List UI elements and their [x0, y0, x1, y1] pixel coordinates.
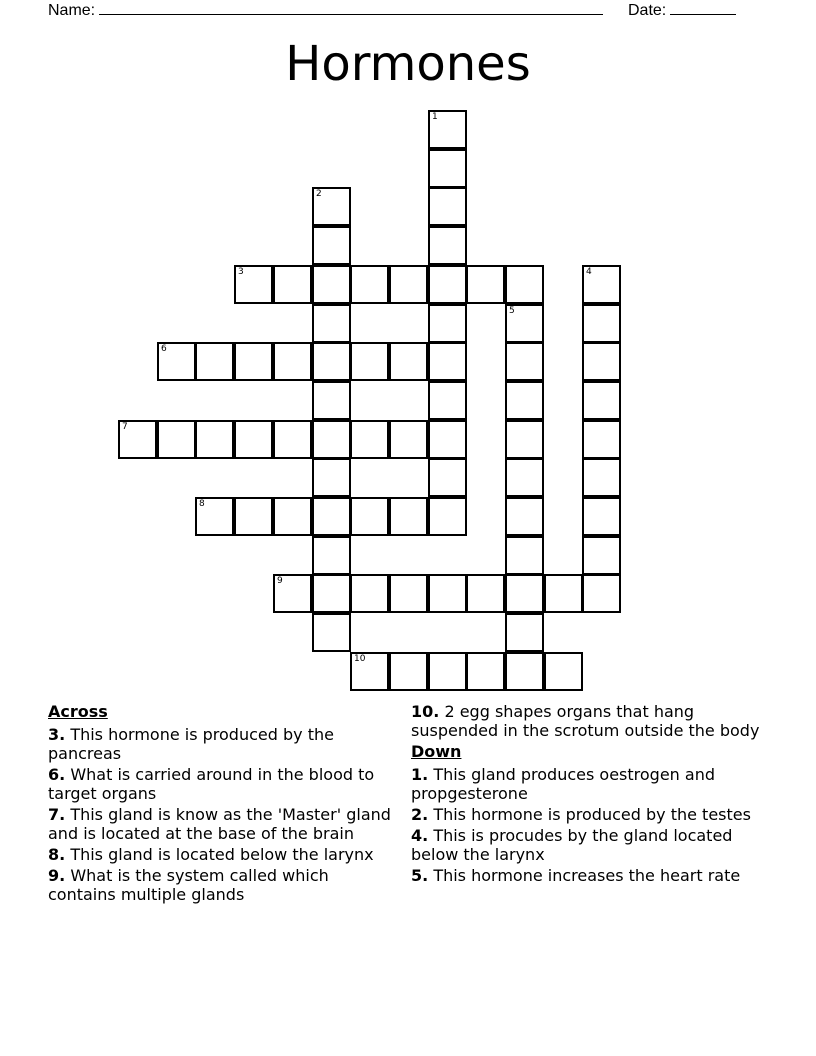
grid-cell[interactable] [273, 265, 312, 304]
grid-cell[interactable] [273, 420, 312, 459]
clue-number: 7 [122, 422, 128, 432]
grid-cell[interactable] [157, 342, 196, 381]
grid-cell[interactable] [505, 458, 544, 497]
clue-across-6: 6. What is carried around in the blood to target organs [48, 765, 375, 803]
grid-cell[interactable] [544, 574, 583, 613]
grid-cell[interactable] [350, 420, 389, 459]
grid-cell[interactable] [505, 652, 544, 691]
grid-cell[interactable] [118, 420, 157, 459]
clue-number: 1 [432, 112, 438, 122]
grid-cell[interactable] [273, 342, 312, 381]
grid-cell[interactable] [428, 187, 467, 226]
clue-down-2: 2. This hormone is produced by the testes [411, 805, 751, 824]
grid-cell[interactable] [350, 497, 389, 536]
grid-cell[interactable] [312, 458, 351, 497]
grid-cell[interactable] [389, 497, 428, 536]
grid-cell[interactable] [466, 265, 505, 304]
grid-cell[interactable] [350, 265, 389, 304]
grid-cell[interactable] [582, 381, 621, 420]
grid-cell[interactable] [312, 536, 351, 575]
grid-cell[interactable] [582, 304, 621, 343]
grid-cell[interactable] [428, 342, 467, 381]
grid-cell[interactable] [428, 265, 467, 304]
grid-cell[interactable] [350, 342, 389, 381]
grid-cell[interactable] [234, 342, 273, 381]
grid-cell[interactable] [312, 265, 351, 304]
clue-across-9: 9. What is the system called which contains multiple glands [48, 866, 329, 904]
grid-cell[interactable] [505, 304, 544, 343]
grid-cell[interactable] [350, 652, 389, 691]
clue-number: 2 [316, 189, 322, 199]
grid-cell[interactable] [195, 497, 234, 536]
grid-cell[interactable] [582, 342, 621, 381]
grid-cell[interactable] [312, 342, 351, 381]
clue-number: 8 [199, 499, 205, 509]
clue-across-7: 7. This gland is know as the 'Master' gland and is located at the base of the brain [48, 805, 391, 843]
grid-cell[interactable] [428, 652, 467, 691]
clue-number: 5 [509, 306, 515, 316]
grid-cell[interactable] [582, 458, 621, 497]
name-label: Name: [48, 2, 96, 19]
grid-cell[interactable] [505, 536, 544, 575]
grid-cell[interactable] [428, 420, 467, 459]
grid-cell[interactable] [505, 574, 544, 613]
page-title: Hormones [285, 36, 531, 92]
clue-number: 3 [238, 267, 244, 277]
grid-cell[interactable] [234, 420, 273, 459]
grid-cell[interactable] [234, 265, 273, 304]
clue-down-5: 5. This hormone increases the heart rate [411, 866, 741, 885]
grid-cell[interactable] [428, 149, 467, 188]
grid-cell[interactable] [466, 652, 505, 691]
grid-cell[interactable] [505, 497, 544, 536]
grid-cell[interactable] [428, 110, 467, 149]
grid-cell[interactable] [389, 342, 428, 381]
clue-number: 6 [161, 344, 167, 354]
grid-cell[interactable] [582, 574, 621, 613]
grid-cell[interactable] [312, 187, 351, 226]
grid-cell[interactable] [350, 574, 389, 613]
grid-cell[interactable] [428, 226, 467, 265]
grid-cell[interactable] [234, 497, 273, 536]
grid-cell[interactable] [582, 536, 621, 575]
grid-cell[interactable] [428, 381, 467, 420]
grid-cell[interactable] [466, 574, 505, 613]
grid-cell[interactable] [505, 420, 544, 459]
grid-cell[interactable] [195, 342, 234, 381]
clue-number: 4 [586, 267, 592, 277]
grid-cell[interactable] [389, 420, 428, 459]
clue-across-10: 10. 2 egg shapes organs that hang suspended in the scrotum outside the body [411, 702, 760, 740]
grid-cell[interactable] [312, 613, 351, 652]
down-heading: Down [411, 742, 462, 761]
grid-cell[interactable] [157, 420, 196, 459]
clue-across-3: 3. This hormone is produced by the pancreas [48, 725, 334, 763]
grid-cell[interactable] [273, 574, 312, 613]
grid-cell[interactable] [195, 420, 234, 459]
grid-cell[interactable] [389, 652, 428, 691]
clue-across-8: 8. This gland is located below the larynx [48, 845, 374, 864]
grid-cell[interactable] [505, 613, 544, 652]
grid-cell[interactable] [312, 420, 351, 459]
grid-cell[interactable] [312, 304, 351, 343]
grid-cell[interactable] [582, 497, 621, 536]
date-label: Date: [628, 2, 667, 19]
grid-cell[interactable] [312, 381, 351, 420]
grid-cell[interactable] [582, 420, 621, 459]
grid-cell[interactable] [505, 381, 544, 420]
grid-cell[interactable] [544, 652, 583, 691]
grid-cell[interactable] [428, 497, 467, 536]
grid-cell[interactable] [428, 574, 467, 613]
grid-cell[interactable] [312, 497, 351, 536]
grid-cell[interactable] [389, 574, 428, 613]
clue-down-1: 1. This gland produces oestrogen and propgesterone [411, 765, 715, 803]
grid-cell[interactable] [273, 497, 312, 536]
clue-number: 10 [354, 654, 366, 664]
grid-cell[interactable] [389, 265, 428, 304]
across-clues [48, 702, 398, 906]
grid-cell[interactable] [312, 574, 351, 613]
grid-cell[interactable] [428, 304, 467, 343]
clue-down-4: 4. This is procudes by the gland located below the larynx [411, 826, 733, 864]
grid-cell[interactable] [505, 265, 544, 304]
right-clues [411, 702, 761, 887]
clue-number: 9 [277, 576, 283, 586]
grid-cell[interactable] [505, 342, 544, 381]
across-heading: Across [48, 702, 108, 721]
grid-cell[interactable] [582, 265, 621, 304]
grid-cell[interactable] [312, 226, 351, 265]
grid-cell[interactable] [428, 458, 467, 497]
